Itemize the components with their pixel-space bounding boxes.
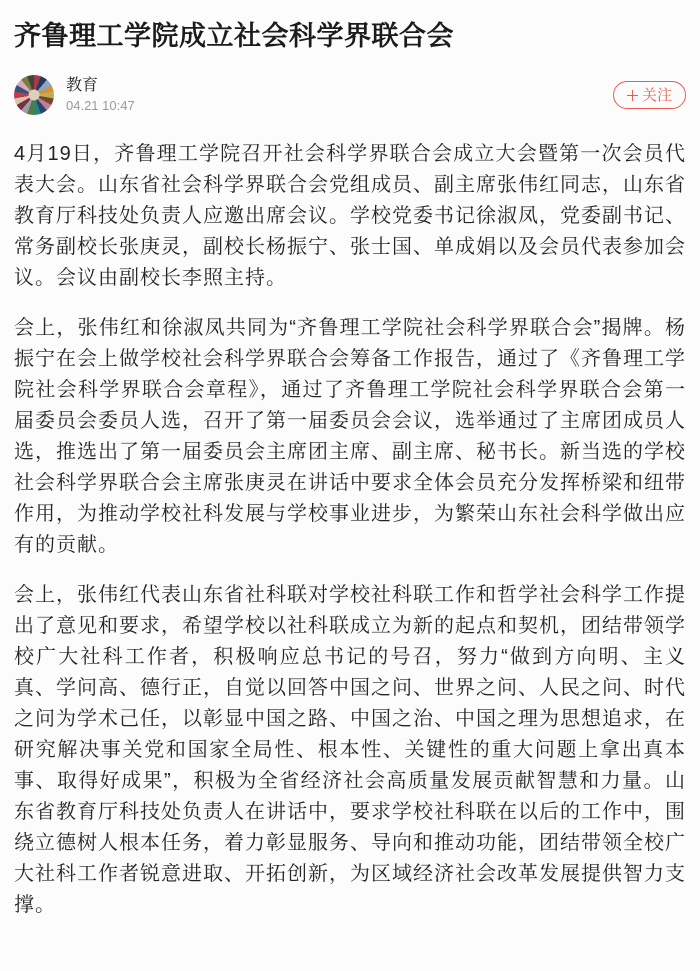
article-paragraph: 会上，张伟红和徐淑凤共同为“齐鲁理工学院社会科学界联合会”揭牌。杨振宁在会上做学校社会科学界联合会筹备工作报告，通过了《齐鲁理工学院社会科学界联合会章程》，通过了齐鲁理工学院社会科学界联合会第一届委员会委员人选，召开了第一届委员会会议，选举通过了主席团成员人选，推选出了第一届委员会主席团主席、副主席、秘书长。新当选的学校社会科学界联合会主席张庚灵在讲话中要求全体会员充分发挥桥梁和纽带作用，为推动学校社科发展与学校事业进步，为繁荣山东社会科学做出应有的贡献。 [14,317,686,556]
page-title: 齐鲁理工学院成立社会科学界联合会 [14,21,454,51]
article-paragraph: 会上，张伟红代表山东省社科联对学校社科联工作和哲学社会科学工作提出了意见和要求，希望学校以社科联成立为新的起点和契机，团结带领学校广大社科工作者，积极响应总书记的号召，努力“做到方向明、主义真、学问高、德行正，自觉以回答中国之问、世界之问、人民之问、时代之问为学术己任，以彰显中国之路、中国之治、中国之理为思想追求，在研究解决事关党和国家全局性、根本性、关键性的重大问题上拿出真本事、取得好成果”，积极为全省经济社会高质量发展贡献智慧和力量。山东省教育厅科技处负责人在讲话中，要求学校社科联在以后的工作中，围绕立德树人根本任务，着力彰显服务、导向和推动功能，团结带领全校广大社科工作者锐意进取、开拓创新，为区域经济社会改革发展提供智力支撑。 [14,584,686,916]
plus-icon [627,90,638,101]
follow-button-label: 关注 [641,86,672,104]
author-avatar[interactable] [14,75,54,115]
article-paragraph: 4月19日，齐鲁理工学院召开社会科学界联合会成立大会暨第一次会员代表大会。山东省社会科学界联合会党组成员、副主席张伟红同志，山东省教育厅科技处负责人应邀出席会议。学校党委书记徐淑凤，党委副书记、常务副校长张庚灵，副校长杨振宁、张士国、单成娟以及会员代表参加会议。会议由副校长李照主持。 [14,143,686,289]
article-page [0,19,700,921]
author-name[interactable]: 教育 [66,77,99,94]
author-row [14,75,686,115]
author-info [66,76,135,114]
article-body [14,139,686,921]
follow-button[interactable] [613,81,686,109]
publish-datetime: 04.21 10:47 [66,98,135,113]
